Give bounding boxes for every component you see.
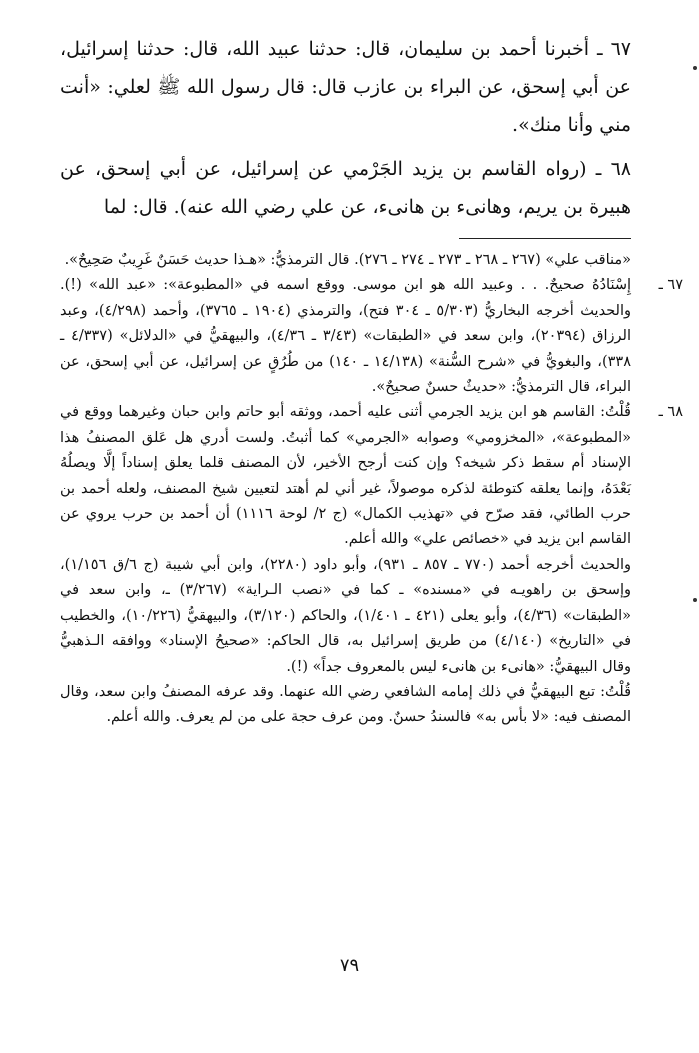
page-number: ٧٩ [339,955,360,976]
footnote-continued: «مناقب علي» (٢٦٧ ـ ٢٦٨ ـ ٢٧٣ ـ ٢٧٤ ـ ٢٧٦). قال الترمذيُّ: «هـذا حديث حَسَنٌ غَرِيبٌ صَحِيحٌ». [64,252,631,268]
footnote-67-text: إِسْنَادُهُ صحيحٌ. . . وعبيد الله هو ابن موسى. ووقع اسمه في «المطبوعة»: «عبد الله» (!). والحديث أخرجه البخاريُّ (٥/٣٠٣ ـ ٣٠٤ فتح)، والترمذي (١٩٠٤ ـ ٣٧٦٥)، وأحمد (٤/٢٩٨)، وعبد الرزاق (٢٠٣٩٤)، وابن سعد في «الطبقات» (٣/٤٣ ـ ٤/٣٦)، والبيهقيُّ في «الدلائل» (٤/٣٣٧ ـ ٣٣٨)، والبغويُّ في «شرح السُّنة» (١٤/١٣٨ ـ ١٤٠) من طُرُقٍ عن إسرائيل، عن أبي إسحق، عن البراء، قال الترمذيُّ: «حديثٌ حسنٌ صحيحٌ». [60,277,632,396]
footnotes [60,248,683,731]
footnote-68-text: قُلْتُ: القاسم هو ابن يزيد الجرمي أثنى عليه أحمد، ووثقه أبو حاتم وابن حبان وغيرهما ووقع في «المطبوعة»، «المخزومي» وصوابه «الجرمي» كما أثبتُ. ولست أدري هل عَلق المصنفُ هذا الإسناد أم سقط ذكر شيخه؟ وإن كنت أرجح الأخير، لأن المصنف قلما يعلق إسناداً إلَّا ويصلُهُ بَعْدَهُ، وإنما يعلقه كتوطئة لذكره موصولاً، غير أني لم أهتد لتعيين شيخ المصنف، ولعله أحمد بن حرب الطائي، فقد صرّح في «تهذيب الكمال» (ج ٢/ لوحة ١١١٦) أن أحمد بن حرب يروي عن القاسم ابن يزيد في «خصائص علي» والله أعلم. [60,404,631,548]
hadith-67: ٦٧ ـ أخبرنا أحمد بن سليمان، قال: حدثنا عبيد الله، قال: حدثنا إسرائيل، عن أبي إسحق، عن البراء بن عازب قال: قال رسول الله ﷺ لعلي: «أنت مني وأنا منك». [60,38,631,136]
footnote-67-number: ٦٧ ـ [658,277,683,294]
footnote-separator [459,238,631,239]
footnote-68-paragraph-3: قُلْتُ: تبع البيهقيُّ في ذلك إمامه الشافعي رضي الله عنهما. وقد عرفه المصنفُ وابن سعد، وقال المصنف فيه: «لا بأس به» فالسندُ حسنٌ. ومن عرف حجة على من لم يعرف. والله أعلم. [60,683,631,726]
margin-dot [693,598,697,602]
footnote-68-number: ٦٨ ـ [658,404,683,421]
margin-dot [693,66,697,70]
footnote-68 [60,400,683,552]
main-text [60,30,631,232]
footnote-68-paragraph-2: والحديث أخرجه أحمد (٧٧٠ ـ ٨٥٧ ـ ٩٣١)، وأبو داود (٢٢٨٠)، وابن أبي شيبة (ج ٦/ق ١/١٥٦)، وإسحق بن راهويـه في «مسنده» ـ كما في «نصب الـراية» (٣/٢٦٧) ـ، وابن سعد في «الطبقات» (٤/٣٦)، وأبو يعلى (٤٢١ ـ ١/٤٠١)، والحاكم (٣/١٢٠)، والبيهقيُّ (١٠/٢٢٦)، والخطيب في «التاريخ» (٤/١٤٠) من طريق إسرائيل به، قال الحاكم: «صحيحُ الإسناد» ووافقه الـذهبيُّ وقال البيهقيُّ: «هانىء بن هانىء ليس بالمعروف جداً» (!). [60,556,632,675]
hadith-68: ٦٨ ـ (رواه القاسم بن يزيد الجَرْمي عن إسرائيل، عن أبي إسحق، عن هبيرة بن يريم، وهانىء بن هانىء، عن علي رضي الله عنه). قال: لما [60,158,631,218]
footnote-67 [60,273,683,400]
